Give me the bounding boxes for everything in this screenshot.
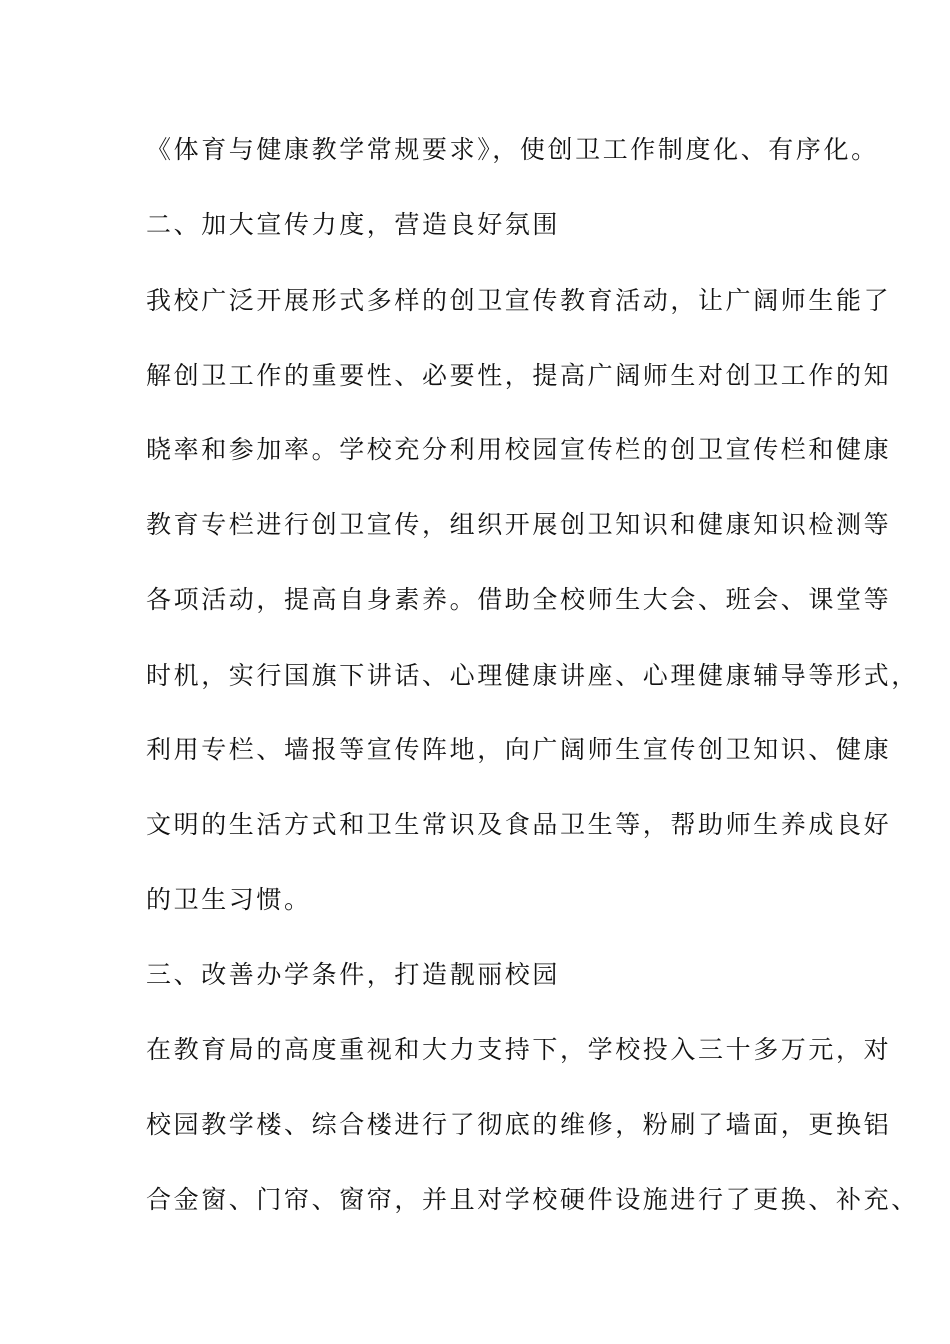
text-line-10: 文明的生活方式和卫生常识及食品卫生等，帮助师生养成良好 bbox=[146, 810, 892, 839]
text-line-9: 利用专栏、墙报等宣传阵地，向广阔师生宣传创卫知识、健康 bbox=[146, 735, 892, 764]
text-line-7: 各项活动，提高自身素养。借助全校师生大会、班会、课堂等 bbox=[146, 585, 892, 614]
section-heading-3: 三、改善办学条件，打造靓丽校园 bbox=[146, 960, 561, 989]
text-line-1: 《体育与健康教学常规要求》，使创卫工作制度化、有序化。 bbox=[146, 135, 879, 164]
text-line-3: 我校广泛开展形式多样的创卫宣传教育活动，让广阔师生能了 bbox=[146, 286, 892, 315]
text-line-11: 的卫生习惯。 bbox=[146, 885, 312, 914]
text-line-4: 解创卫工作的重要性、必要性，提高广阔师生对创卫工作的知 bbox=[146, 361, 892, 390]
text-line-15: 合金窗、门帘、窗帘，并且对学校硬件设施进行了更换、补充、 bbox=[146, 1185, 919, 1214]
text-line-14: 校园教学楼、综合楼进行了彻底的维修，粉刷了墙面，更换铝 bbox=[146, 1110, 892, 1139]
text-line-6: 教育专栏进行创卫宣传，组织开展创卫知识和健康知识检测等 bbox=[146, 510, 892, 539]
section-heading-2: 二、加大宣传力度，营造良好氛围 bbox=[146, 210, 561, 239]
text-line-5: 晓率和参加率。学校充分利用校园宣传栏的创卫宣传栏和健康 bbox=[146, 435, 892, 464]
text-line-13: 在教育局的高度重视和大力支持下，学校投入三十多万元，对 bbox=[146, 1035, 892, 1064]
text-line-8: 时机，实行国旗下讲话、心理健康讲座、心理健康辅导等形式， bbox=[146, 661, 919, 690]
